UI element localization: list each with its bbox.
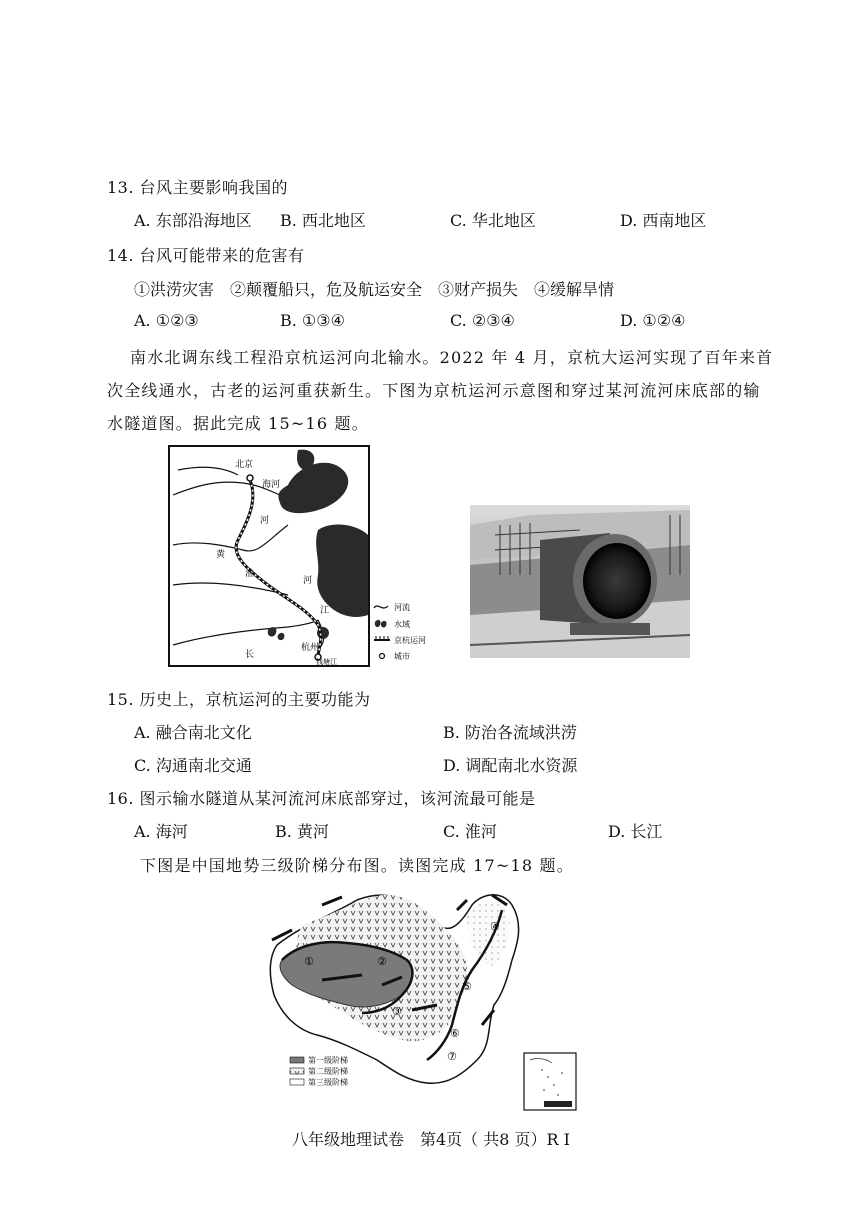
marker-1: ① [304, 955, 314, 968]
legend-river-symbol [374, 606, 388, 608]
label-beijing: 北京 [235, 460, 254, 470]
marker-7: ⑦ [447, 1050, 457, 1063]
legend-city-symbol [380, 654, 385, 659]
label-haihe: 海河 [262, 480, 281, 490]
q15-option-c: C. 沟通南北交通 [134, 756, 252, 775]
q16-stem: 16. 图示输水隧道从某河流河床底部穿过，该河流最可能是 [107, 789, 536, 808]
passage2-text: 下图是中国地势三级阶梯分布图。读图完成 17~18 题。 [140, 856, 574, 875]
label-chang: 长 [245, 650, 255, 660]
passage1-line-1: 南水北调东线工程沿京杭运河向北输水。2022 年 4 月，京杭大运河实现了百年来首 [130, 348, 774, 367]
legend-third-step-swatch [290, 1079, 304, 1085]
q15-option-a: A. 融合南北文化 [134, 723, 252, 742]
legend-canal: 京杭运河 [394, 636, 426, 645]
china-terrain-steps-map [262, 885, 587, 1113]
legend-second-step: 第二级阶梯 [308, 1067, 348, 1076]
tunnel-photo [470, 505, 690, 658]
q13-option-b: B. 西北地区 [280, 211, 366, 230]
q16-option-a: A. 海河 [134, 822, 188, 841]
legend-city: 城市 [394, 652, 410, 661]
legend-river: 河流 [394, 603, 410, 612]
marker-6: ⑥ [450, 1027, 460, 1040]
marker-4: ④ [490, 920, 500, 933]
passage1-line-3: 水隧道图。据此完成 15~16 题。 [107, 414, 369, 433]
label-qiantang: 钱塘江 [316, 658, 337, 666]
legend-third-step: 第三级阶梯 [308, 1078, 348, 1087]
q14-option-d: D. ①②④ [620, 311, 686, 330]
q16-option-c: C. 淮河 [443, 822, 497, 841]
q13-stem: 13. 台风主要影响我国的 [107, 178, 289, 197]
legend-first-step-swatch [290, 1057, 304, 1063]
label-jiang: 江 [320, 606, 330, 616]
passage1-line-2: 次全线通水，古老的运河重获新生。下图为京杭运河示意图和穿过某河流河床底部的输 [107, 381, 761, 400]
marker-5: ⑤ [462, 980, 472, 993]
q14-option-a: A. ①②③ [134, 311, 199, 330]
label-huai: 淮 [245, 569, 255, 579]
q13-option-c: C. 华北地区 [450, 211, 536, 230]
q16-option-d: D. 长江 [608, 822, 663, 841]
q16-option-b: B. 黄河 [275, 822, 329, 841]
q15-stem: 15. 历史上，京杭运河的主要功能为 [107, 690, 371, 709]
label-hangzhou: 杭州 [301, 643, 320, 653]
map1-legend [372, 600, 450, 670]
grand-canal-map [168, 445, 370, 667]
label-he-2: 河 [303, 576, 313, 586]
legend-water-symbol [375, 620, 387, 628]
q15-option-b: B. 防治各流域洪涝 [443, 723, 577, 742]
q14-stem: 14. 台风可能带来的危害有 [107, 246, 305, 265]
label-he-1: 河 [260, 516, 270, 526]
q15-option-d: D. 调配南北水资源 [443, 756, 578, 775]
q14-items: ①洪涝灾害 ②颠覆船只，危及航运安全 ③财产损失 ④缓解旱情 [134, 280, 615, 299]
legend-water: 水域 [394, 620, 410, 629]
label-huang: 黄 [216, 550, 226, 560]
q14-option-c: C. ②③④ [450, 311, 515, 330]
legend-second-step-swatch [290, 1068, 304, 1074]
marker-3: ③ [392, 1005, 402, 1018]
city-beijing-dot [247, 475, 253, 481]
legend-first-step: 第一级阶梯 [308, 1056, 348, 1065]
marker-2: ② [377, 955, 387, 968]
q13-option-a: A. 东部沿海地区 [134, 211, 252, 230]
q14-option-b: B. ①③④ [280, 311, 345, 330]
page-footer: 八年级地理试卷 第4页（ 共8 页）R I [292, 1130, 570, 1149]
q13-option-d: D. 西南地区 [620, 211, 707, 230]
